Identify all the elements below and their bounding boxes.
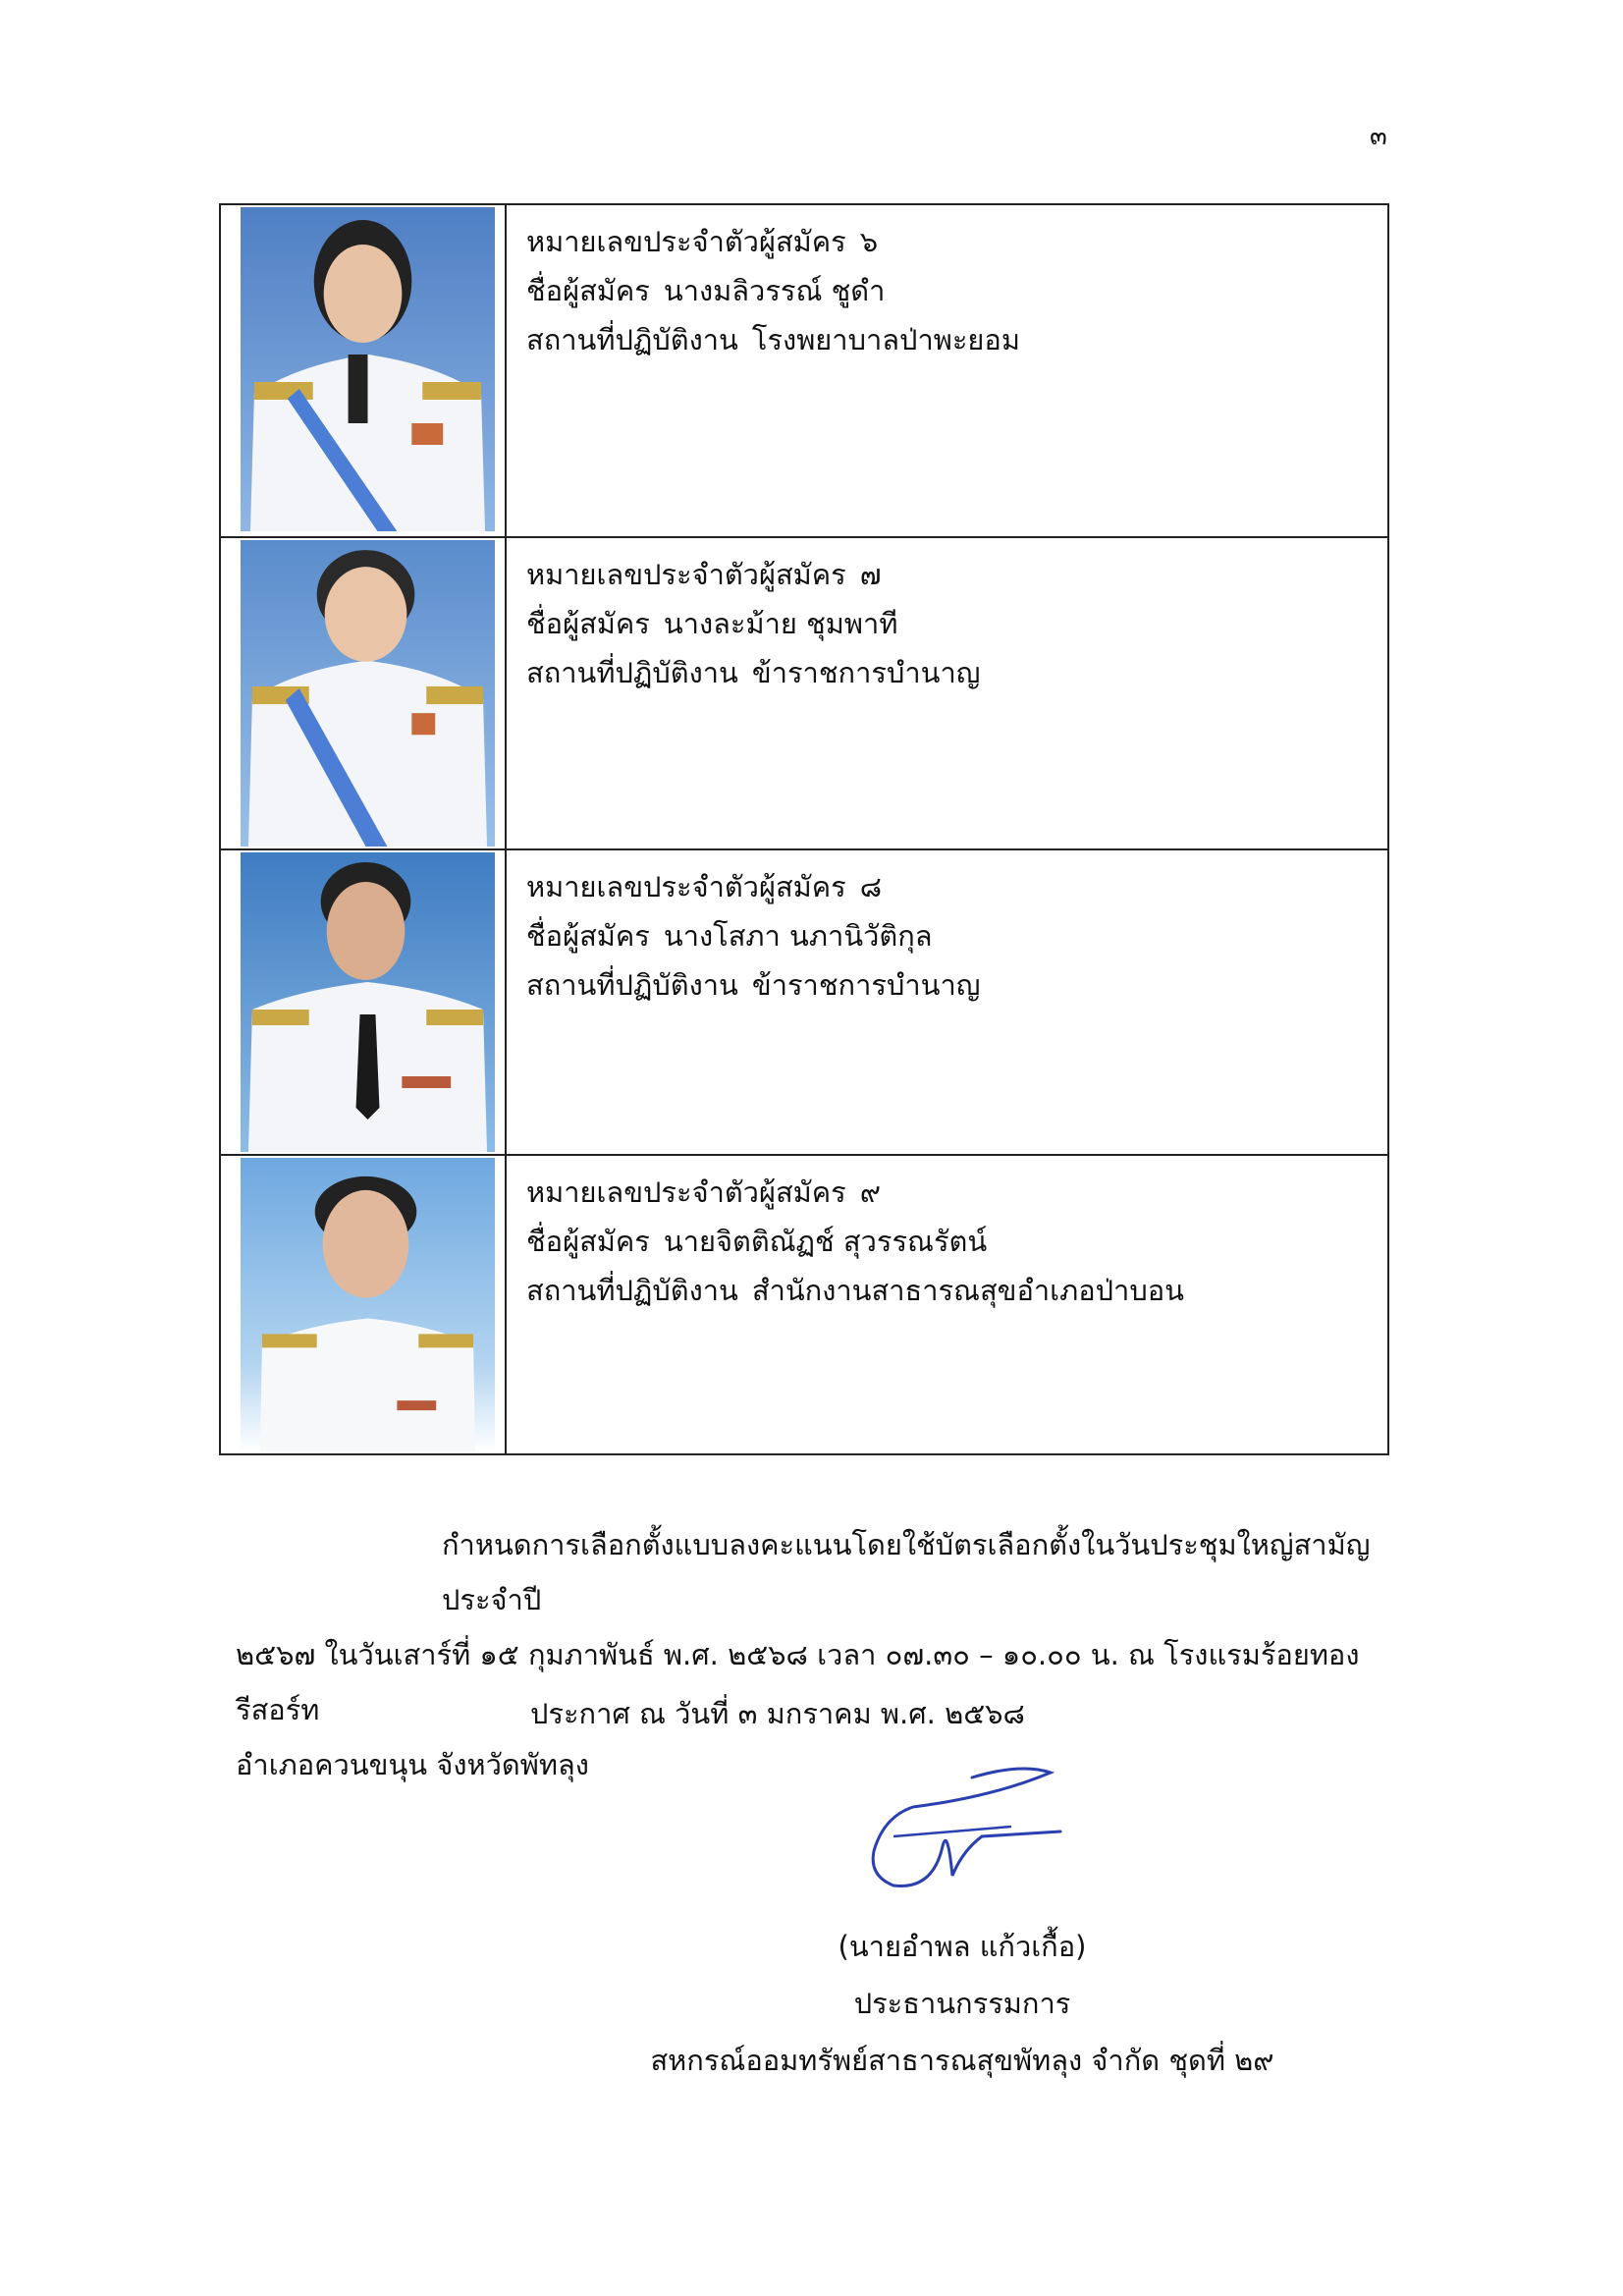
candidate-photo [241,540,495,847]
candidate-row [221,536,1387,848]
candidate-id: ๗ [859,558,882,591]
candidate-row [221,1154,1387,1453]
candidate-id-label: หมายเลขประจำตัวผู้สมัคร [526,870,846,903]
candidate-id-label: หมายเลขประจำตัวผู้สมัคร [526,1175,846,1209]
candidate-info [526,862,980,1010]
candidate-row [221,205,1387,536]
candidate-id-label: หมายเลขประจำตัวผู้สมัคร [526,558,846,591]
candidate-photo-cell [221,205,507,536]
candidate-name: นางโสภา นภานิวัติกุล [663,919,933,953]
announcement-date: ประกาศ ณ วันที่ ๓ มกราคม พ.ศ. ๒๕๖๘ [530,1697,1025,1730]
candidate-name-label: ชื่อผู้สมัคร [526,1225,650,1258]
candidate-workplace-label: สถานที่ปฏิบัติงาน [526,323,738,356]
candidate-info [526,550,980,697]
signer-position: ประธานกรรมการ [853,1987,1071,2020]
candidate-workplace: โรงพยาบาลป่าพะยอม [751,323,1020,356]
candidate-photo [241,207,495,531]
announcement-line: อำเภอควนขนุน จังหวัดพัทลุง [236,1748,589,1781]
candidate-info [526,217,1020,364]
candidate-workplace-label: สถานที่ปฏิบัติงาน [526,656,738,689]
candidate-photo [241,1158,495,1451]
candidate-name: นางละม้าย ชุมพาที [663,607,898,640]
candidate-id: ๘ [859,870,883,903]
announcement-line: กำหนดการเลือกตั้งแบบลงคะแนนโดยใช้บัตรเลือกตั้งในวันประชุมใหญ่สามัญประจำปี [442,1528,1371,1616]
candidate-name-label: ชื่อผู้สมัคร [526,607,650,640]
candidate-id: ๙ [859,1175,882,1209]
candidate-name-label: ชื่อผู้สมัคร [526,274,650,307]
candidate-photo-cell [221,538,507,848]
signer-name: (นายอำพล แก้วเกื้อ) [838,1930,1087,1963]
candidate-row [221,848,1387,1154]
candidate-id-label: หมายเลขประจำตัวผู้สมัคร [526,225,846,258]
candidate-name: นางมลิวรรณ์ ชูดำ [663,274,886,307]
candidate-workplace: ข้าราชการบำนาญ [751,656,981,689]
candidate-workplace-label: สถานที่ปฏิบัติงาน [526,1274,738,1307]
page-number: ๓ [1370,122,1387,151]
candidate-workplace: สำนักงานสาธารณสุขอำเภอป่าบอน [751,1274,1184,1307]
announcement-line: ๒๕๖๗ ในวันเสาร์ที่ ๑๕ กุมภาพันธ์ พ.ศ. ๒๕๖๘ เวลา ๐๗.๓๐ – ๑๐.๐๐ น. ณ โรงแรมร้อยทองรีสอร์ท [236,1638,1360,1726]
candidate-photo [241,852,495,1152]
signature-image [854,1758,1080,1905]
candidate-name-label: ชื่อผู้สมัคร [526,919,650,953]
candidate-photo-cell [221,1156,507,1453]
candidate-photo-cell [221,850,507,1154]
signer-block [589,1918,1335,2089]
candidate-info [526,1168,1184,1315]
candidate-name: นายจิตติณัฏช์ สุวรรณรัตน์ [663,1225,988,1258]
candidate-id: ๖ [859,225,879,258]
signer-organization: สหกรณ์ออมทรัพย์สาธารณสุขพัทลุง จำกัด ชุดที่ ๒๙ [650,2044,1274,2077]
candidate-workplace-label: สถานที่ปฏิบัติงาน [526,968,738,1002]
election-announcement [236,1517,1394,1792]
candidate-workplace: ข้าราชการบำนาญ [751,968,981,1002]
